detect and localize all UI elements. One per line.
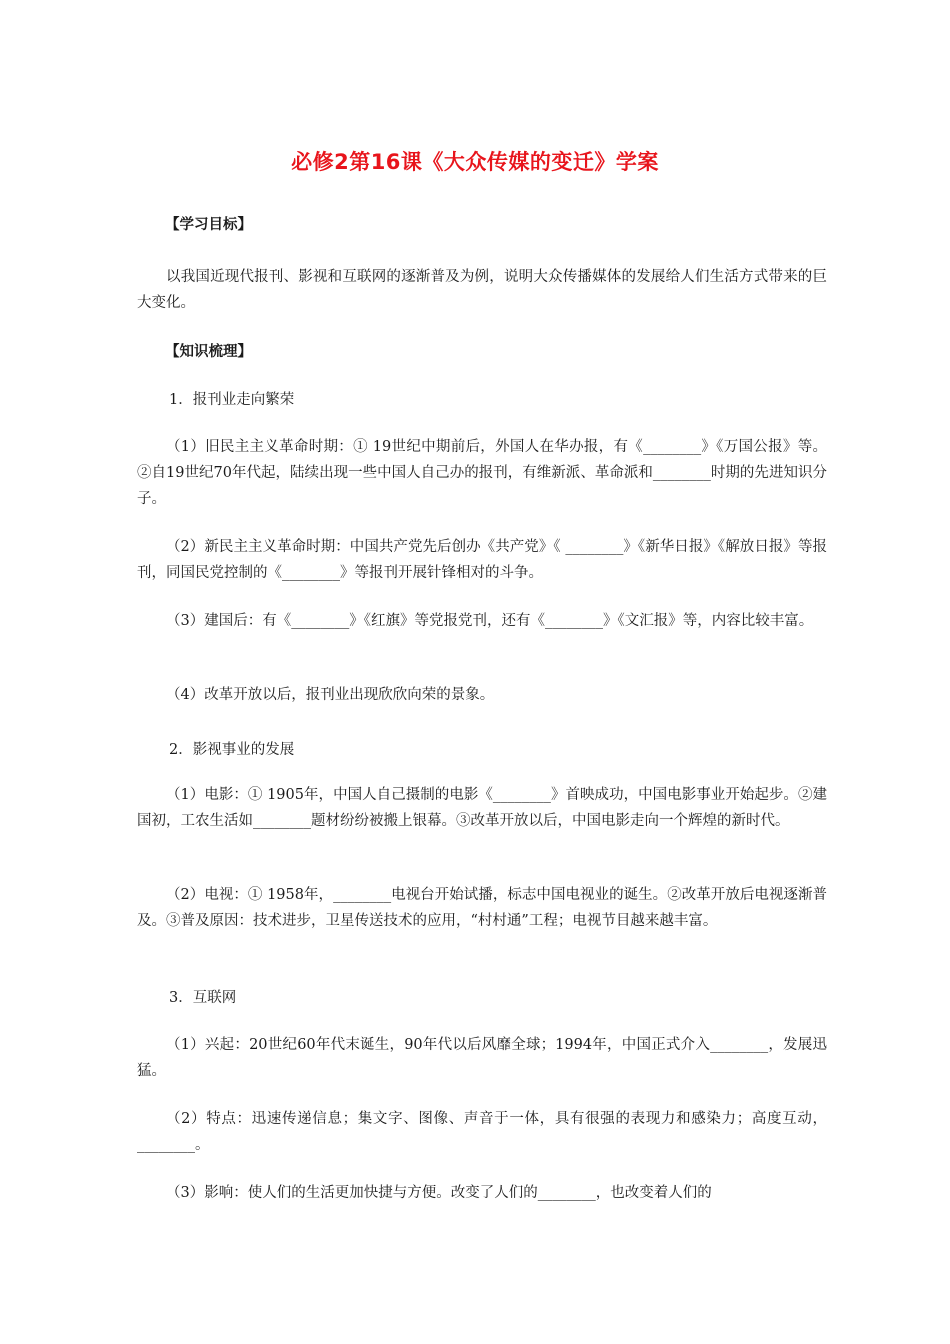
part3-paragraph-1: （1）兴起：20世纪60年代末诞生，90年代以后风靡全球；1994年，中国正式介入________，发展迅猛。: [137, 1037, 827, 1079]
page-title: 必修2第16课《大众传媒的变迁》学案: [291, 150, 659, 174]
part1-paragraph-2: （2）新民主主义革命时期：中国共产党先后创办《共产党》《 ________》《新华日报》《解放日报》等报刊，同国民党控制的《________》等报刊开展针锋相对的斗争。: [137, 539, 827, 581]
part3-title: 3．互联网: [169, 990, 237, 1006]
knowledge-heading: 【知识梳理】: [165, 344, 252, 360]
part2-paragraph-1: （1）电影：① 1905年，中国人自己摄制的电影《________》首映成功，中国电影事业开始起步。②建国初，工农生活如________题材纷纷被搬上银幕。③改革开放以后，中国电影走向一个辉煌的新时代。: [137, 787, 827, 829]
part2-paragraph-2: （2）电视：① 1958年，________电视台开始试播，标志中国电视业的诞生。②改革开放后电视逐渐普及。③普及原因：技术进步，卫星传送技术的应用，“村村通”工程；电视节目越来越丰富。: [137, 887, 827, 929]
part1-paragraph-3: （3）建国后：有《________》《红旗》等党报党刊，还有《________》《文汇报》等，内容比较丰富。: [166, 613, 814, 629]
part1-paragraph-4: （4）改革开放以后，报刊业出现欣欣向荣的景象。: [166, 687, 495, 703]
learning-goals-text: 以我国近现代报刊、影视和互联网的逐渐普及为例，说明大众传播媒体的发展给人们生活方式带来的巨大变化。: [137, 269, 827, 311]
part1-title: 1．报刊业走向繁荣: [169, 392, 295, 408]
learning-goals-heading: 【学习目标】: [165, 217, 252, 233]
part1-paragraph-1: （1）旧民主主义革命时期：① 19世纪中期前后，外国人在华办报，有《________》《万国公报》等。②自19世纪70年代起，陆续出现一些中国人自己办的报刊，有维新派、革命派和________时期的先进知识分子。: [137, 439, 827, 507]
part2-title: 2．影视事业的发展: [169, 742, 295, 758]
part3-paragraph-2: （2）特点：迅速传递信息；集文字、图像、声音于一体，具有很强的表现力和感染力；高度互动，________。: [137, 1111, 827, 1153]
part3-paragraph-3: （3）影响：使人们的生活更加快捷与方便。改变了人们的________，也改变着人们的: [166, 1185, 712, 1201]
